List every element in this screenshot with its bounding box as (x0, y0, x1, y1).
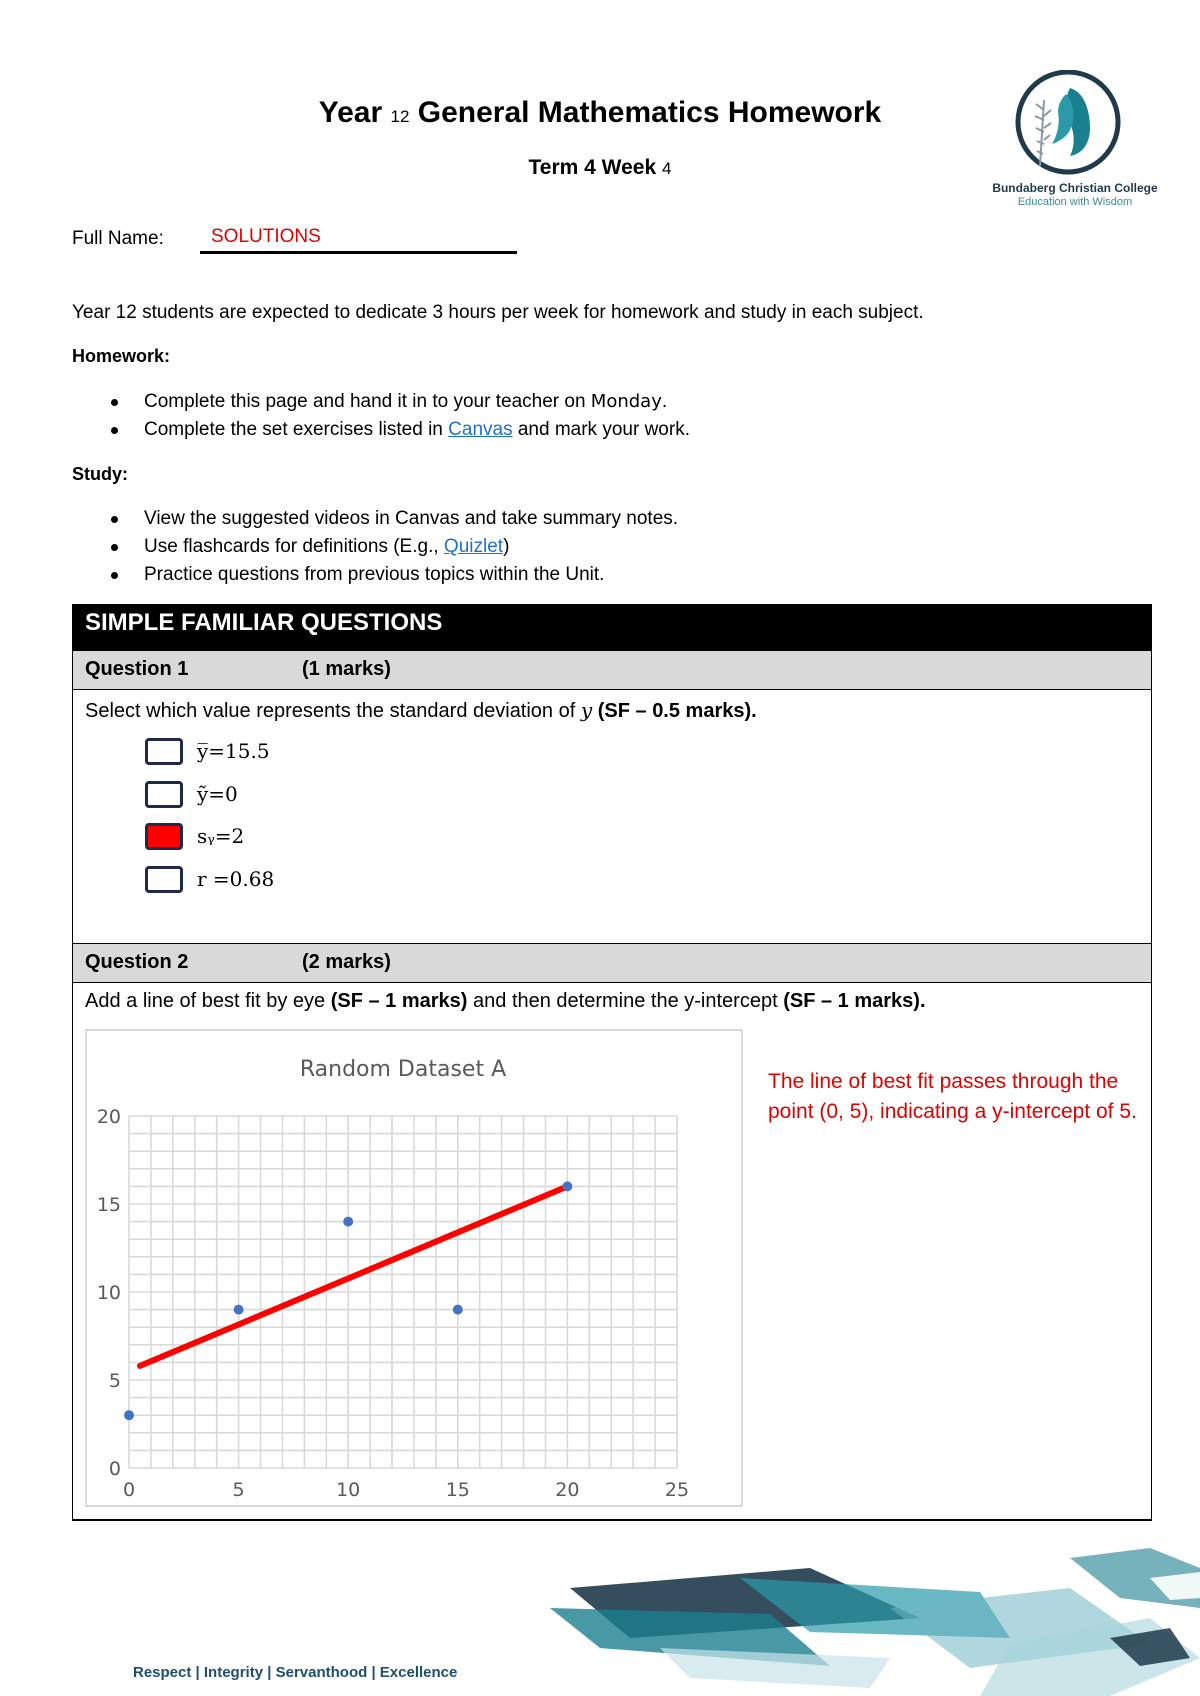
section-heading: SIMPLE FAMILIAR QUESTIONS (73, 604, 1151, 650)
question-2-answer: The line of best fit passes through the point (0, 5), indicating a y-intercept of 5. (768, 1070, 1137, 1123)
y-tick-label: 5 (108, 1370, 121, 1392)
option-checkbox-checked[interactable] (145, 823, 183, 850)
question-2-prompt: Add a line of best fit by eye (85, 990, 326, 1012)
logo-tagline: Education with Wisdom (1017, 196, 1133, 208)
intro-text: Year 12 students are expected to dedicate 3 hours per week for homework and study in each subject. (72, 302, 924, 323)
homework-heading: Homework: (72, 346, 171, 366)
canvas-link[interactable]: Canvas (448, 419, 513, 440)
data-point (343, 1217, 353, 1227)
homework-list (106, 388, 690, 444)
title-pre: Year (318, 96, 383, 129)
question-2-prompt-mid: and then determine the y-intercept (473, 990, 778, 1012)
data-point (453, 1305, 463, 1315)
homework-item-1-end: . (661, 391, 668, 412)
homework-item-1-day: Monday (590, 391, 662, 412)
question-2-sf-marks-1: (SF – 1 marks) (330, 990, 468, 1012)
study-item-2-end: ) (503, 536, 510, 557)
title-year: 12 (390, 107, 410, 126)
study-item-2 (106, 533, 678, 561)
question-2-text (85, 990, 926, 1013)
logo-college-name: Bundaberg Christian College (992, 181, 1158, 195)
quizlet-link[interactable]: Quizlet (443, 536, 504, 557)
chart-title: Random Dataset A (299, 1057, 507, 1082)
x-tick-label: 25 (664, 1479, 690, 1501)
homework-item-2-end: and mark your work. (517, 419, 690, 440)
y-tick-label: 20 (96, 1106, 121, 1128)
data-point (124, 1410, 134, 1420)
question-1-text (85, 698, 757, 723)
study-item-1-text: View the suggested videos in Canvas and take summary notes. (144, 508, 679, 529)
x-tick-label: 5 (232, 1479, 245, 1501)
question-1-label: Question 1 (85, 658, 189, 680)
question-2-marks: (2 marks) (302, 951, 391, 973)
subtitle-pre: Term 4 Week (528, 156, 657, 179)
option-checkbox[interactable] (145, 866, 183, 893)
full-name-value[interactable]: SOLUTIONS (211, 226, 321, 247)
option-label: sᵧ=2 (197, 824, 245, 848)
footer-decoration (510, 1548, 1200, 1696)
full-name-underline (200, 251, 517, 254)
homework-item-2 (106, 416, 690, 444)
study-heading: Study: (72, 464, 128, 484)
title-post: General Mathematics Homework (417, 96, 882, 129)
chart-canvas (87, 1031, 741, 1505)
x-tick-label: 20 (555, 1479, 580, 1501)
study-item-2-text: Use flashcards for definitions (E.g., (144, 536, 439, 557)
option-checkbox[interactable] (145, 738, 183, 765)
homework-item-1-text: Complete this page and hand it in to your teacher on (144, 391, 586, 412)
option-checkbox[interactable] (145, 781, 183, 808)
y-tick-label: 15 (96, 1194, 121, 1216)
question-1-marks: (1 marks) (302, 658, 391, 680)
option-label: r =0.68 (197, 867, 275, 891)
option-label: ỹ=0 (197, 782, 238, 806)
question-1-variable: y (580, 698, 593, 722)
data-point (234, 1305, 244, 1315)
question-2-header (73, 943, 1151, 983)
option-label: y̅=15.5 (197, 739, 270, 763)
y-tick-label: 10 (96, 1282, 121, 1304)
study-item-3-text: Practice questions from previous topics within the Unit. (144, 564, 605, 585)
questions-table (72, 604, 1152, 1521)
study-item-3 (106, 561, 678, 589)
scatter-chart (85, 1029, 743, 1507)
homework-item-2-text: Complete the set exercises listed in (144, 419, 443, 440)
question-2-label: Question 2 (85, 951, 189, 973)
y-tick-label: 0 (108, 1458, 121, 1480)
footer-motto: Respect | Integrity | Servanthood | Excellence (133, 1664, 458, 1681)
x-tick-label: 15 (445, 1479, 470, 1501)
homework-item-1 (106, 388, 690, 416)
x-tick-label: 0 (122, 1479, 136, 1501)
question-1-header (73, 650, 1151, 690)
question-1-sf-marks: (SF – 0.5 marks). (597, 700, 757, 722)
study-item-1 (106, 505, 678, 533)
subtitle-week: 4 (662, 159, 672, 178)
question-2-sf-marks-2: (SF – 1 marks). (783, 990, 926, 1012)
line-of-best-fit (140, 1186, 567, 1366)
full-name-label: Full Name: (72, 228, 164, 249)
study-list (106, 505, 678, 589)
x-tick-label: 10 (336, 1479, 361, 1501)
data-point (562, 1181, 572, 1191)
question-1-prompt: Select which value represents the standard deviation of (85, 700, 576, 722)
